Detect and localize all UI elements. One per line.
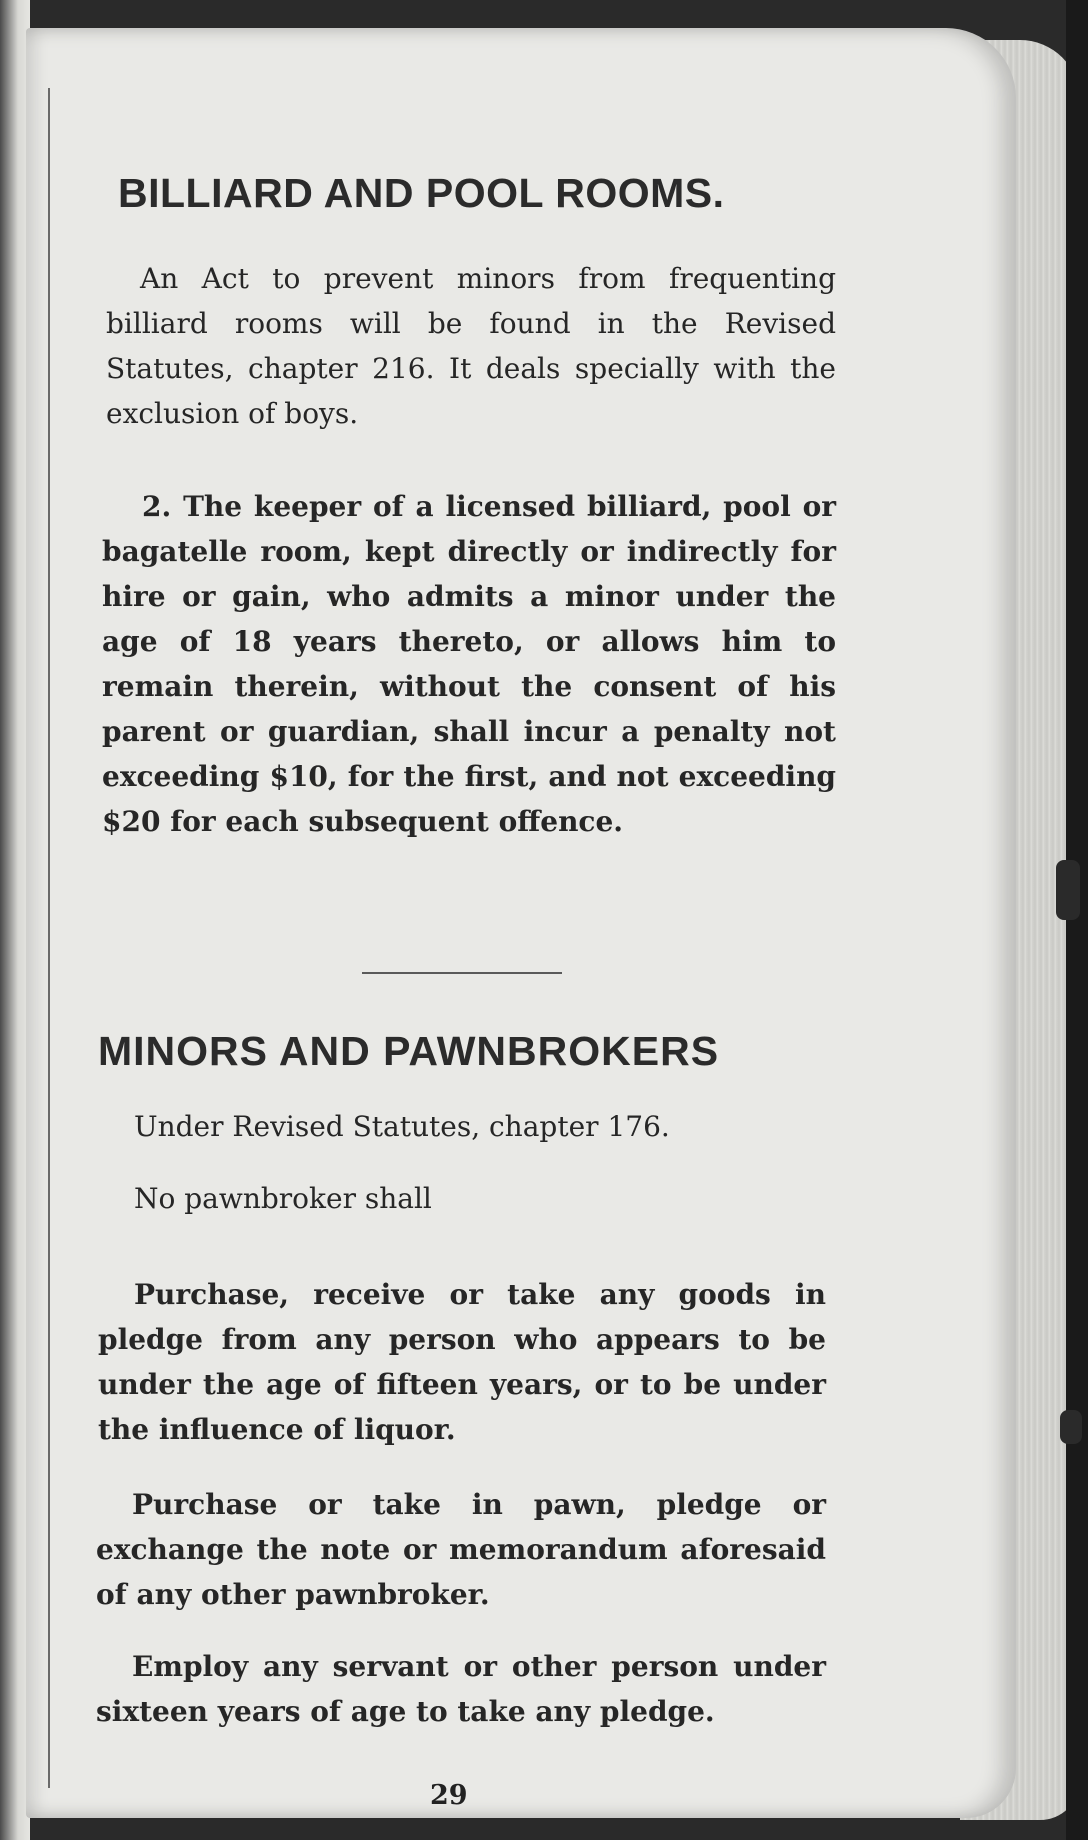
scan-background-edge [1066,0,1088,1840]
page-edge-notch [1056,860,1080,920]
billiard-paragraph-1: An Act to prevent minors from frequenting billiard rooms will be found in the Revised Statutes, chapter 216. It deals specially with the exclusion of boys. [106,262,836,430]
pawnbroker-clause-1: Purchase, receive or take any goods in pledge from any person who appears to be under the age of fifteen years, or to be under the influence of liquor. [98,1278,826,1446]
page-edge-notch [1060,1410,1082,1444]
section-heading-pawnbrokers: MINORS AND PAWNBROKERS [98,1028,720,1074]
clause-lead: No pawnbroker shall [134,1182,432,1215]
binding-line [48,88,50,1788]
billiard-paragraph-2: 2. The keeper of a licensed billiard, pool or bagatelle room, kept directly or indirectly for hire or gain, who admits a minor under the age of 18 years thereto, or allows him to remain therein, without the consent of his parent or guardian, shall incur a penalty not exceeding $10, for the first, and not exceeding $20 for each subsequent offence. [102,490,836,838]
book-page [26,28,1016,1818]
pawnbroker-clause-2: Purchase or take in pawn, pledge or exchange the note or memorandum aforesaid of any other pawnbroker. [96,1488,826,1611]
page-number: 29 [430,1780,468,1811]
section-divider [362,972,562,974]
statute-reference: Under Revised Statutes, chapter 176. [134,1110,670,1143]
section-heading-billiard: BILLIARD AND POOL ROOMS. [118,170,725,216]
pawnbroker-clause-3: Employ any servant or other person under sixteen years of age to take any pledge. [96,1650,826,1728]
